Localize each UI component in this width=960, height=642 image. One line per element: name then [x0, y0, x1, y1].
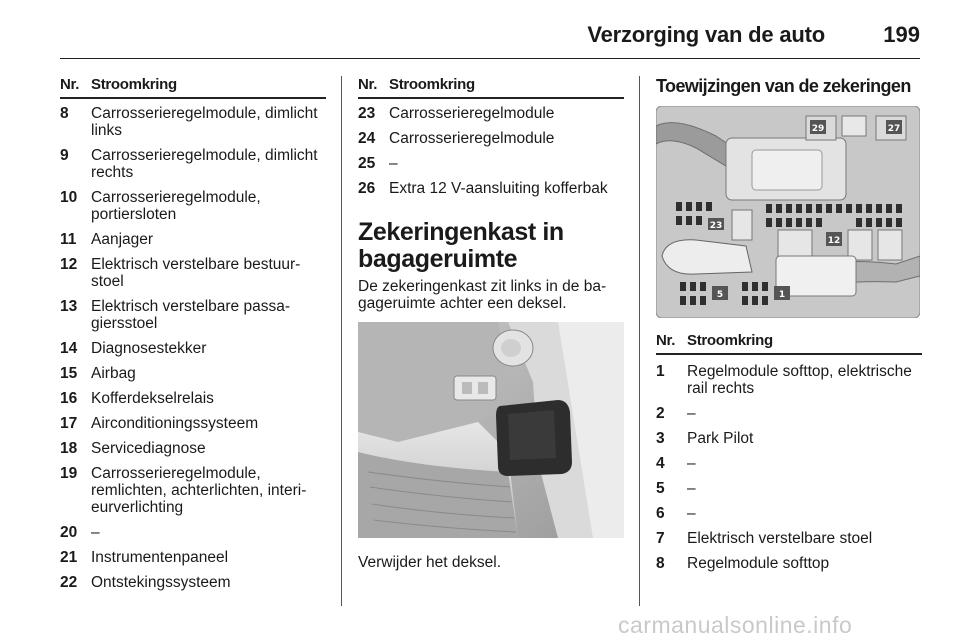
column-3 — [656, 76, 922, 580]
fuse-number: 14 — [60, 340, 78, 357]
fuse-number: 7 — [656, 530, 665, 547]
fuse-number: 21 — [60, 549, 78, 566]
table-header — [656, 332, 922, 355]
fuse-circuit: Elektrisch verstelbare passagiersstoel — [91, 298, 291, 332]
fuse-number: 16 — [60, 390, 78, 407]
table-row — [358, 180, 624, 205]
table-header — [60, 76, 326, 99]
fuse-number: 20 — [60, 524, 78, 541]
table-row — [60, 415, 326, 440]
fuse-number: 23 — [358, 105, 376, 122]
fuse-circuit: – — [687, 405, 696, 422]
fuse-circuit: Regelmodule softtop — [687, 555, 830, 572]
fuse-circuit: Diagnosestekker — [91, 340, 207, 357]
fuse-circuit: Carrosserieregelmodule, dimlicht rechts — [91, 147, 318, 181]
table-header-nr: Nr. — [60, 76, 80, 93]
fuse-number: 3 — [656, 430, 665, 447]
fuse-label-27: 27 — [887, 124, 901, 134]
fuse-number: 25 — [358, 155, 376, 172]
table-row — [60, 549, 326, 574]
fuse-circuit: – — [687, 505, 696, 522]
table-header-circuit: Stroomkring — [389, 76, 475, 93]
fuse-number: 11 — [60, 231, 77, 248]
fuse-circuit: Airconditioningssysteem — [91, 415, 259, 432]
column-divider — [639, 76, 640, 606]
table-row — [60, 189, 326, 231]
table-row — [60, 298, 326, 340]
fuse-box-diagram — [656, 106, 920, 318]
fuse-number: 12 — [60, 256, 78, 273]
fuse-circuit: Airbag — [91, 365, 136, 382]
fuse-number: 2 — [656, 405, 665, 422]
table-row — [60, 105, 326, 147]
fuse-circuit: – — [687, 480, 696, 497]
fuse-circuit: Extra 12 V-aansluiting kofferbak — [389, 180, 608, 197]
table-row — [60, 147, 326, 189]
table-row — [656, 480, 922, 505]
fuse-number: 17 — [60, 415, 78, 432]
fuse-circuit: – — [389, 155, 398, 172]
fuse-table-2 — [358, 105, 624, 205]
table-row — [656, 363, 922, 405]
fuse-number: 22 — [60, 574, 78, 591]
fuse-circuit: – — [91, 524, 100, 541]
section-title-line2: bagageruimte — [358, 245, 518, 273]
table-row — [60, 390, 326, 415]
fuse-number: 24 — [358, 130, 376, 147]
fuse-circuit: Regelmodule softtop, elektrische rail rechts — [687, 363, 912, 397]
table-header-nr: Nr. — [656, 332, 676, 349]
table-row — [358, 105, 624, 130]
fuse-circuit: Servicediagnose — [91, 440, 206, 457]
fuse-table-1 — [60, 105, 326, 599]
fuse-label-1: 1 — [778, 290, 786, 300]
column-divider — [341, 76, 342, 606]
table-header — [358, 76, 624, 99]
table-row — [60, 574, 326, 599]
table-row — [60, 340, 326, 365]
fuse-number: 9 — [60, 147, 69, 164]
fuse-circuit: Ontstekingssysteem — [91, 574, 231, 591]
fuse-number: 15 — [60, 365, 78, 382]
fuse-number: 4 — [656, 455, 665, 472]
watermark: carmanualsonline.info — [618, 612, 853, 638]
fuse-label-29: 29 — [811, 124, 825, 134]
fuse-number: 8 — [656, 555, 665, 572]
table-row — [656, 430, 922, 455]
table-header-circuit: Stroomkring — [687, 332, 773, 349]
table-row — [358, 130, 624, 155]
fuse-label-12: 12 — [827, 236, 841, 246]
table-header-circuit: Stroomkring — [91, 76, 177, 93]
fuse-circuit: Instrumentenpaneel — [91, 549, 229, 566]
page-header — [60, 14, 920, 59]
photo-caption: Verwijder het deksel. — [358, 554, 502, 571]
fuse-number: 6 — [656, 505, 665, 522]
fuse-circuit: Kofferdekselrelais — [91, 390, 214, 407]
fuse-number: 26 — [358, 180, 376, 197]
table-row — [60, 465, 326, 524]
table-row — [656, 555, 922, 580]
fuse-circuit: Carrosserieregelmodule — [389, 130, 555, 147]
fuse-label-23: 23 — [709, 221, 723, 231]
table-row — [60, 524, 326, 549]
page-number: 199 — [883, 22, 920, 47]
fuse-circuit: Carrosserieregelmodule — [389, 105, 555, 122]
trunk-cover-photo — [358, 322, 624, 538]
table-row — [358, 155, 624, 180]
table-header-nr: Nr. — [358, 76, 378, 93]
fuse-number: 1 — [656, 363, 665, 380]
fuse-label-5: 5 — [716, 290, 724, 300]
fuse-circuit: – — [687, 455, 696, 472]
fuse-circuit: Elektrisch verstelbare bestuurstoel — [91, 256, 301, 290]
table-row — [60, 231, 326, 256]
section-title-line1: Zekeringenkast in — [358, 218, 564, 246]
section-intro: De zekeringenkast zit links in de bagageruimte achter een deksel. — [358, 278, 607, 312]
fuse-number: 8 — [60, 105, 69, 122]
section-title — [358, 219, 624, 273]
column-2 — [358, 76, 624, 571]
fuse-number: 13 — [60, 298, 78, 315]
fuse-circuit: Aanjager — [91, 231, 154, 248]
column-1 — [60, 76, 326, 599]
table-row — [60, 365, 326, 390]
fuse-circuit: Carrosserieregelmodule, remlichten, achterlichten, interieurverlichting — [91, 465, 307, 516]
table-row — [656, 455, 922, 480]
fuse-number: 10 — [60, 189, 78, 206]
fuse-table-3 — [656, 363, 922, 580]
table-row — [60, 256, 326, 298]
fuse-number: 19 — [60, 465, 78, 482]
table-row — [60, 440, 326, 465]
fuse-circuit: Carrosserieregelmodule, portiersloten — [91, 189, 261, 223]
table-row — [656, 405, 922, 430]
fuse-circuit: Park Pilot — [687, 430, 754, 447]
fuse-circuit: Carrosserieregelmodule, dimlicht links — [91, 105, 318, 139]
table-row — [656, 505, 922, 530]
fuse-number: 5 — [656, 480, 665, 497]
table-row — [656, 530, 922, 555]
fuse-circuit: Elektrisch verstelbare stoel — [687, 530, 873, 547]
page-title: Verzorging van de auto — [587, 22, 825, 47]
fuse-number: 18 — [60, 440, 78, 457]
fuse-assignment-title: Toewijzingen van de zekeringen — [656, 76, 911, 96]
